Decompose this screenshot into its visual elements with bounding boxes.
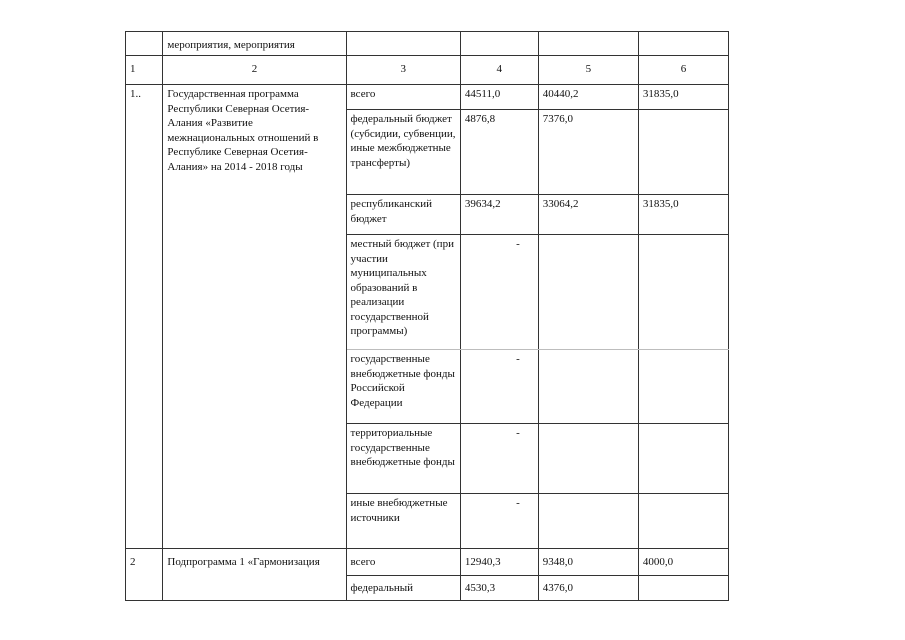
funding-source: территориальные государственные внебюджетные фонды	[346, 424, 460, 494]
column-number: 5	[538, 56, 638, 85]
value-cell	[638, 235, 728, 350]
value-cell: -	[460, 235, 538, 350]
value-cell: -	[460, 494, 538, 549]
table-row	[126, 549, 729, 576]
value-cell: 4876,8	[460, 110, 538, 195]
column-number-row	[126, 56, 729, 85]
value-cell	[638, 350, 728, 424]
value-cell: 31835,0	[638, 195, 728, 235]
budget-table	[125, 31, 729, 601]
value-cell: 44511,0	[460, 85, 538, 110]
column-number: 1	[126, 56, 163, 85]
value-cell: 4530,3	[460, 576, 538, 601]
cell	[346, 32, 460, 56]
value-cell: 40440,2	[538, 85, 638, 110]
column-number: 3	[346, 56, 460, 85]
funding-source: государственные внебюджетные фонды Российской Федерации	[346, 350, 460, 424]
program-name: Государственная программа Республики Северная Осетия-Алания «Развитие межнациональных отношений в Республике Северная Осетия-Алания» на 2014 - 2018 годы	[163, 85, 346, 549]
value-cell: 31835,0	[638, 85, 728, 110]
value-cell	[538, 494, 638, 549]
value-cell: 4376,0	[538, 576, 638, 601]
row-number: 1..	[126, 85, 163, 549]
value-cell: -	[460, 350, 538, 424]
funding-source: всего	[346, 85, 460, 110]
value-cell: 33064,2	[538, 195, 638, 235]
column-number: 6	[638, 56, 728, 85]
value-cell: 12940,3	[460, 549, 538, 576]
value-cell	[638, 110, 728, 195]
cell	[460, 32, 538, 56]
funding-source: федеральный бюджет (субсидии, субвенции, иные межбюджетные трансферты)	[346, 110, 460, 195]
table-row	[126, 32, 729, 56]
funding-source: иные внебюджетные источники	[346, 494, 460, 549]
program-name: Подпрограмма 1 «Гармонизация	[163, 549, 346, 601]
funding-source: республиканский бюджет	[346, 195, 460, 235]
table-row	[126, 85, 729, 110]
value-cell: -	[460, 424, 538, 494]
cell	[538, 32, 638, 56]
column-number: 4	[460, 56, 538, 85]
cell	[126, 32, 163, 56]
value-cell	[538, 350, 638, 424]
value-cell: 4000,0	[638, 549, 728, 576]
funding-source: федеральный	[346, 576, 460, 601]
value-cell	[638, 494, 728, 549]
cell: мероприятия, мероприятия	[163, 32, 346, 56]
value-cell: 39634,2	[460, 195, 538, 235]
row-number: 2	[126, 549, 163, 601]
value-cell	[638, 424, 728, 494]
value-cell: 7376,0	[538, 110, 638, 195]
value-cell	[538, 424, 638, 494]
funding-source: всего	[346, 549, 460, 576]
cell	[638, 32, 728, 56]
funding-source: местный бюджет (при участии муниципальных образований в реализации государственной программы)	[346, 235, 460, 350]
value-cell	[538, 235, 638, 350]
column-number: 2	[163, 56, 346, 85]
value-cell: 9348,0	[538, 549, 638, 576]
value-cell	[638, 576, 728, 601]
